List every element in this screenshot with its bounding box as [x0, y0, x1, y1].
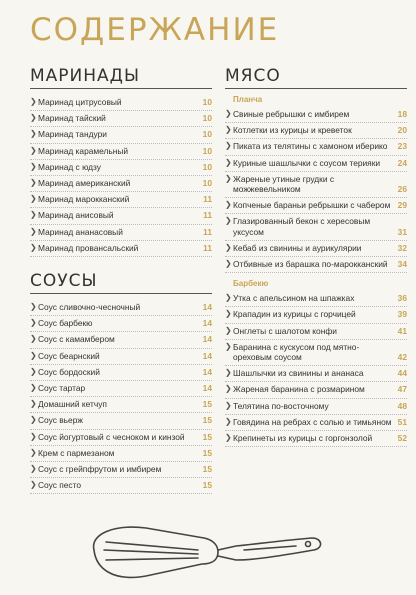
toc-entry[interactable] — [30, 381, 212, 397]
toc-entry[interactable] — [30, 300, 212, 316]
chevron-right-icon: ❯ — [30, 383, 37, 393]
page-number: 10 — [202, 161, 212, 172]
page-number: 23 — [397, 141, 407, 152]
page-number: 52 — [397, 433, 407, 444]
toc-entry-title: Котлетки из курицы и креветок — [233, 125, 352, 136]
toc-entry-title: Крападин из курицы с горчицей — [233, 309, 356, 320]
section-title: СОУСЫ — [30, 271, 212, 294]
page-number: 32 — [397, 242, 407, 253]
page-number: 10 — [202, 113, 212, 124]
chevron-right-icon: ❯ — [30, 480, 37, 490]
chevron-right-icon: ❯ — [225, 216, 232, 226]
toc-entry-title: Маринад анисовый — [38, 210, 114, 221]
toc-entry-title: Маринад ананасовый — [38, 226, 123, 237]
toc-entry[interactable] — [30, 397, 212, 413]
page-number: 10 — [202, 129, 212, 140]
chevron-right-icon: ❯ — [225, 173, 232, 183]
toc-entry-title: Маринад цитрусовый — [38, 97, 122, 107]
page-number: 14 — [202, 302, 212, 313]
toc-entry-title: Отбивные из барашка по-марокканский — [233, 259, 388, 270]
chevron-right-icon: ❯ — [225, 309, 232, 319]
chevron-right-icon: ❯ — [225, 433, 232, 443]
page-number: 41 — [397, 325, 407, 336]
toc-entry[interactable] — [225, 123, 407, 139]
chevron-right-icon: ❯ — [225, 384, 232, 394]
section-title: МЯСО — [225, 66, 407, 89]
toc-entry-title: Онглеты с шалотом конфи — [233, 325, 337, 336]
page-number: 47 — [397, 384, 407, 395]
page-number: 15 — [202, 399, 212, 410]
toc-entry[interactable] — [225, 382, 407, 398]
toc-entry-title: Копченые бараньи ребрышки с чабером — [233, 200, 391, 211]
page-number: 15 — [202, 464, 212, 475]
page-number: 29 — [397, 200, 407, 211]
toc-entry[interactable] — [30, 160, 212, 176]
chevron-right-icon: ❯ — [30, 210, 37, 220]
section-title: МАРИНАДЫ — [30, 66, 212, 89]
toc-entry-title: Маринад американский — [38, 178, 131, 189]
chevron-right-icon: ❯ — [225, 200, 232, 210]
page-number: 20 — [397, 125, 407, 136]
toc-list — [30, 95, 212, 257]
toc-entry-title: Соус беарнский — [38, 350, 100, 361]
toc-entry-title: Соус барбекю — [38, 318, 93, 329]
toc-entry-title: Свиные ребрышки с имбирем — [233, 109, 350, 119]
toc-entry[interactable] — [225, 291, 407, 307]
toc-entry-title: Маринад марокканский — [38, 194, 130, 205]
chevron-right-icon: ❯ — [30, 161, 37, 171]
page-number: 48 — [397, 400, 407, 411]
page-number: 14 — [202, 334, 212, 345]
toc-entry[interactable] — [225, 366, 407, 382]
toc-entry[interactable] — [225, 214, 407, 240]
toc-entry-title: Жареные утиные грудки с можжевельником — [233, 173, 335, 195]
chevron-right-icon: ❯ — [30, 447, 37, 457]
page-number: 10 — [202, 145, 212, 156]
toc-entry[interactable] — [30, 332, 212, 348]
page-number: 14 — [202, 383, 212, 394]
toc-entry[interactable] — [30, 208, 212, 224]
toc-entry[interactable] — [225, 340, 407, 366]
toc-entry[interactable] — [30, 111, 212, 127]
page-number: 34 — [397, 259, 407, 270]
chevron-right-icon: ❯ — [30, 113, 37, 123]
page-number: 11 — [203, 226, 212, 237]
toc-entry-title: Маринад с юдзу — [38, 161, 101, 172]
chevron-right-icon: ❯ — [225, 368, 232, 378]
chevron-right-icon: ❯ — [225, 157, 232, 167]
chevron-right-icon: ❯ — [225, 259, 232, 269]
toc-entry[interactable] — [225, 172, 407, 198]
chevron-right-icon: ❯ — [30, 464, 37, 474]
toc-entry[interactable] — [225, 241, 407, 257]
toc-list — [30, 300, 212, 494]
toc-entry-title: Домашний кетчуп — [38, 399, 107, 410]
toc-entry-title: Пиката из телятины с хамоном иберико — [233, 141, 388, 152]
toc-entry[interactable] — [30, 127, 212, 143]
page-number: 15 — [202, 431, 212, 442]
chevron-right-icon: ❯ — [225, 242, 232, 252]
page-title: СОДЕРЖАНИЕ — [30, 12, 280, 48]
toc-entry[interactable] — [225, 198, 407, 214]
page-number: 10 — [202, 178, 212, 189]
toc-list — [225, 291, 407, 447]
page-number: 44 — [397, 368, 407, 379]
toc-entry-title: Крем с пармезаном — [38, 447, 115, 458]
chevron-right-icon: ❯ — [225, 341, 232, 351]
toc-entry-title: Соус песто — [38, 480, 81, 491]
toc-entry[interactable] — [30, 241, 212, 257]
toc-entry-title: Соус с камамбером — [38, 334, 115, 345]
toc-entry[interactable] — [225, 431, 407, 447]
toc-entry[interactable] — [225, 139, 407, 155]
toc-entry-title: Шашлычки из свинины и ананаса — [233, 368, 364, 379]
toc-entry[interactable] — [30, 95, 212, 111]
subsection-title: Барбекю — [233, 279, 269, 289]
right-column — [225, 66, 407, 447]
toc-entry[interactable] — [225, 399, 407, 415]
chevron-right-icon: ❯ — [225, 109, 232, 118]
toc-entry-title: Куриные шашлычки с соусом терияки — [233, 157, 381, 168]
toc-entry[interactable] — [30, 462, 212, 478]
toc-entry[interactable] — [30, 225, 212, 241]
subsection-title: Планча — [233, 95, 263, 104]
chevron-right-icon: ❯ — [30, 350, 37, 360]
page-number: 15 — [202, 480, 212, 491]
toc-entry[interactable] — [30, 144, 212, 160]
page-number: 42 — [397, 352, 407, 363]
page-number: 11 — [203, 242, 212, 253]
page-number: 14 — [202, 350, 212, 361]
page-number: 36 — [397, 293, 407, 304]
toc-entry[interactable] — [225, 324, 407, 340]
toc-entry[interactable] — [30, 446, 212, 462]
toc-entry-title: Жареная баранина с розмарином — [233, 384, 365, 395]
chevron-right-icon: ❯ — [30, 178, 37, 188]
chevron-right-icon: ❯ — [30, 431, 37, 441]
toc-entry[interactable] — [30, 478, 212, 494]
toc-entry[interactable] — [30, 192, 212, 208]
chevron-right-icon: ❯ — [30, 366, 37, 376]
page-number: 11 — [203, 210, 212, 221]
toc-entry[interactable] — [225, 257, 407, 273]
chevron-right-icon: ❯ — [30, 145, 37, 155]
chevron-right-icon: ❯ — [30, 334, 37, 344]
toc-entry[interactable] — [30, 349, 212, 365]
toc-entry[interactable] — [225, 307, 407, 323]
chevron-right-icon: ❯ — [30, 129, 37, 139]
toc-entry-title: Соус тартар — [38, 383, 86, 394]
toc-entry-title: Маринад тандури — [38, 129, 107, 140]
page-number: 14 — [202, 366, 212, 377]
toc-entry-title: Телятина по-восточному — [233, 400, 329, 411]
page-number: 15 — [202, 415, 212, 426]
chevron-right-icon: ❯ — [225, 293, 232, 303]
toc-entry[interactable] — [30, 430, 212, 446]
page-number: 11 — [203, 194, 212, 205]
chevron-right-icon: ❯ — [30, 226, 37, 236]
toc-list — [225, 107, 407, 273]
toc-entry[interactable] — [30, 413, 212, 429]
toc-entry-title: Говядина на ребрах с солью и тимьяном — [233, 416, 392, 427]
left-column — [30, 66, 212, 494]
toc-entry-title: Соус бордоский — [38, 366, 100, 377]
page-number: 15 — [202, 447, 212, 458]
chevron-right-icon: ❯ — [30, 415, 37, 425]
chevron-right-icon: ❯ — [225, 400, 232, 410]
toc-entry[interactable] — [30, 316, 212, 332]
chevron-right-icon: ❯ — [30, 242, 37, 252]
toc-entry-title: Крепинеты из курицы с горгонзолой — [233, 433, 373, 444]
page-number: 18 — [397, 109, 407, 119]
toc-entry-title: Соус йогуртовый с чесноком и кинзой — [38, 431, 185, 442]
page-number: 39 — [397, 309, 407, 320]
page-number: 14 — [202, 318, 212, 329]
toc-entry-title: Утка с апельсином на шпажках — [233, 293, 355, 304]
toc-entry-title: Глазированный бекон с хересовым уксусом — [233, 216, 371, 237]
page-number: 24 — [397, 157, 407, 168]
page-number: 26 — [397, 184, 407, 195]
toc-entry-title: Соус вьерж — [38, 415, 83, 426]
toc-entry[interactable] — [30, 365, 212, 381]
page-number: 31 — [397, 226, 407, 237]
toc-entry-title: Маринад провансальский — [38, 242, 139, 253]
toc-entry[interactable] — [225, 107, 407, 123]
toc-entry-title: Кебаб из свинины и аурикулярии — [233, 242, 362, 253]
toc-entry-title: Маринад карамельный — [38, 145, 129, 156]
toc-entry-title: Баранина с кускусом под мятно-ореховым соусом — [233, 341, 360, 363]
toc-entry-title: Соус с грейпфрутом и имбирем — [38, 464, 162, 475]
page-number: 10 — [202, 97, 212, 107]
toc-entry[interactable] — [30, 176, 212, 192]
chevron-right-icon: ❯ — [225, 141, 232, 151]
chevron-right-icon: ❯ — [30, 97, 37, 106]
chevron-right-icon: ❯ — [30, 194, 37, 204]
toc-entry-title: Маринад тайский — [38, 113, 106, 124]
chevron-right-icon: ❯ — [30, 318, 37, 328]
chevron-right-icon: ❯ — [225, 416, 232, 426]
chevron-right-icon: ❯ — [225, 125, 232, 135]
chevron-right-icon: ❯ — [225, 325, 232, 335]
page-number: 51 — [397, 416, 407, 427]
toc-entry[interactable] — [225, 156, 407, 172]
toc-entry[interactable] — [225, 415, 407, 431]
chevron-right-icon: ❯ — [30, 302, 37, 312]
chevron-right-icon: ❯ — [30, 399, 37, 409]
spatula-icon — [86, 520, 326, 590]
toc-entry-title: Соус сливочно-чесночный — [38, 302, 141, 313]
